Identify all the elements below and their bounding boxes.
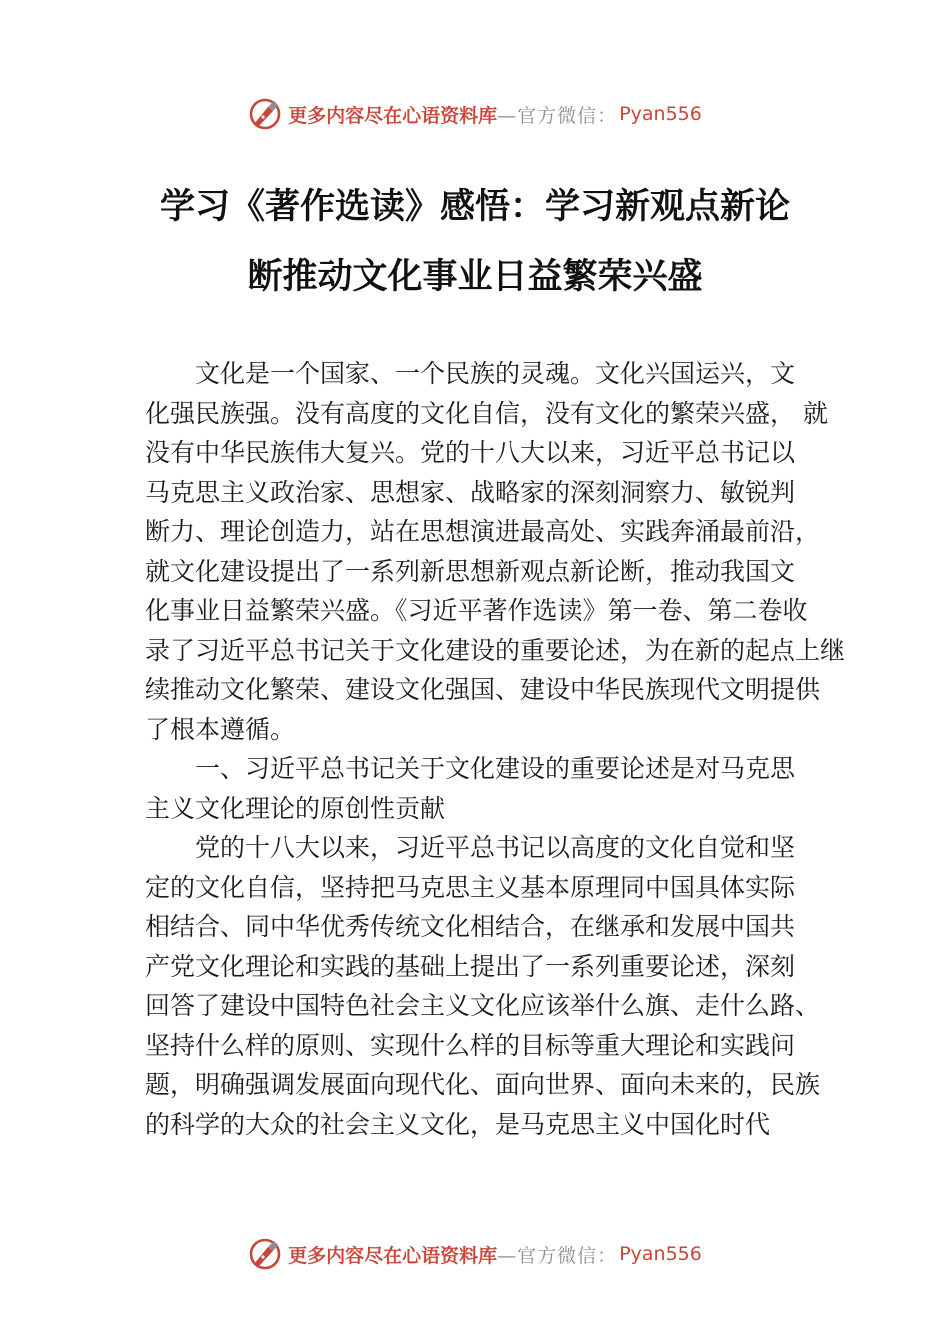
body-line: 马克思主义政治家、思想家、战略家的深刻洞察力、敏锐判 [145, 477, 796, 507]
banner-main-text: 更多内容尽在心语资料库 [288, 1244, 498, 1267]
banner-wechat-id: Pyan556 [619, 103, 702, 125]
body-line: 一、习近平总书记关于文化建设的重要论述是对马克思 [195, 754, 796, 783]
document-title-line-2: 断推动文化事业日益繁荣兴盛 [247, 256, 703, 297]
banner-label-text: —官方微信： [497, 1244, 618, 1267]
banner-main-text: 更多内容尽在心语资料库 [288, 104, 498, 127]
body-line: 定的文化自信，坚持把马克思主义基本原理同中国具体实际 [145, 872, 796, 902]
body-line: 续推动文化繁荣、建设文化强国、建设中华民族现代文明提供 [145, 675, 821, 704]
body-line: 主义文化理论的原创性贡献 [145, 793, 446, 823]
banner-wechat-id: Pyan556 [619, 1243, 702, 1265]
header-banner [0, 92, 950, 136]
body-line: 坚持什么样的原则、实现什么样的目标等重大理论和实践问 [145, 1030, 796, 1060]
body-line: 回答了建设中国特色社会主义文化应该举什么旗、走什么路、 [145, 991, 821, 1020]
pen-nib-circle-logo-icon [248, 1237, 282, 1271]
body-line: 化强民族强。没有高度的文化自信，没有文化的繁荣兴盛， 就 [145, 398, 828, 428]
footer-banner [0, 1232, 950, 1276]
body-line: 没有中华民族伟大复兴。党的十八大以来，习近平总书记以 [145, 438, 796, 467]
body-line: 题，明确强调发展面向现代化、面向世界、面向未来的，民族 [145, 1070, 821, 1099]
document-body [145, 354, 846, 1144]
banner-label-text: —官方微信： [497, 104, 618, 127]
document-title-line-1: 学习《著作选读》感悟：学习新观点新论 [159, 186, 790, 227]
pen-nib-circle-logo-icon [248, 97, 282, 131]
body-line: 录了习近平总书记关于文化建设的重要论述，为在新的起点上继 [145, 635, 846, 665]
body-line: 的科学的大众的社会主义文化，是马克思主义中国化时代 [145, 1109, 771, 1139]
body-line: 文化是一个国家、一个民族的灵魂。文化兴国运兴，文 [195, 359, 796, 388]
body-line: 党的十八大以来，习近平总书记以高度的文化自觉和坚 [195, 833, 796, 862]
body-line: 化事业日益繁荣兴盛。《习近平著作选读》第一卷、第二卷收 [145, 596, 808, 625]
body-line: 断力、理论创造力，站在思想演进最高处、实践奔涌最前沿， [145, 517, 821, 546]
body-line: 相结合、同中华优秀传统文化相结合，在继承和发展中国共 [145, 912, 796, 941]
body-line: 就文化建设提出了一系列新思想新观点新论断，推动我国文 [145, 556, 796, 586]
body-line: 了根本遵循。 [145, 714, 296, 744]
body-line: 产党文化理论和实践的基础上提出了一系列重要论述，深刻 [145, 951, 796, 981]
